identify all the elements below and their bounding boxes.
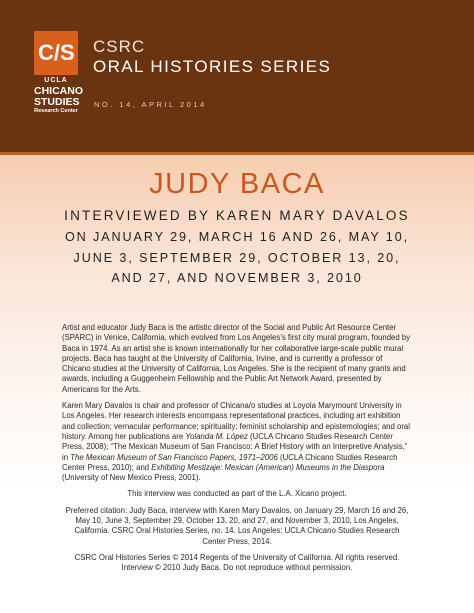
cs-logo-glyph bbox=[34, 31, 78, 75]
publication-title-3: Exhibiting Mestizaje: Mexican (American) Museums in the Diaspora bbox=[151, 462, 385, 472]
series-title: ORAL HISTORIES SERIES bbox=[93, 57, 332, 76]
issue-line: NO. 14, APRIL 2014 bbox=[94, 100, 207, 109]
preferred-citation: Preferred citation: Judy Baca, interview with Karen Mary Davalos, on January 29, March 16 and 26, May 10, June 3, September 29, October 13, 20, and 27, and November 3, 2010, Los Angeles, California. CSRC Oral Histories Series, no. 14. Los Angeles: UCLA Chicano Studies Research Center Press, 2014. bbox=[65, 505, 409, 546]
csrc-logo bbox=[34, 31, 83, 141]
series-abbreviation: CSRC bbox=[93, 37, 146, 56]
interviewer-bio-part-3: (UCLA Chicano Studies Research Center Press, 2010); and bbox=[62, 452, 398, 472]
interviewer-bio-part-4: (University of New Mexico Press, 2001). bbox=[62, 473, 201, 483]
interviewer-bio bbox=[62, 401, 412, 483]
dates-line-3: AND 27, AND NOVEMBER 3, 2010 bbox=[111, 271, 363, 285]
logo-line-studies: STUDIES bbox=[34, 95, 80, 108]
project-note: This interview was conducted as part of the L.A. Xicano project. bbox=[127, 489, 347, 499]
logo-line-chicano: CHICANO bbox=[34, 85, 83, 97]
interview-dates bbox=[60, 227, 414, 289]
logo-mark-text: C/S bbox=[38, 40, 75, 65]
interviewer-line: INTERVIEWED BY KAREN MARY DAVALOS bbox=[64, 208, 410, 223]
logo-ucla: UCLA bbox=[44, 77, 68, 84]
body-text bbox=[62, 323, 412, 580]
interviewer-bio-part-1: Karen Mary Davalos is chair and professor of Chicana/o studies at Loyola Marymount University in Los Angeles. Her research interests encompass representational practices, including art exhibition and collection; vernacular performance; spirituality; feminist scholarship and epistemologies; and oral history. Among her publications are bbox=[62, 401, 411, 441]
narrator-name: JUDY BACA bbox=[149, 168, 325, 200]
logo-wordmark bbox=[34, 77, 83, 115]
logo-line-research-center: Research Center bbox=[34, 108, 78, 114]
interviewer-bio-part-2: (UCLA Chicano Studies Research Center Press, 2008); “The Mexican Museum of San Francisco: A Brief History with an Interpretive Analysis,” in bbox=[62, 431, 408, 462]
narrator-bio: Artist and educator Judy Baca is the artistic director of the Social and Public Art Resource Center (SPARC) in Venice, California, which evolved from Los Angeles’s first city mural program, founded by Baca in 1974. As an artist she is known internationally for her collaborative large-scale public mural projects. Baca has taught at the University of California, Irvine, and is currently a professor of Chicano studies at the University of California, Los Angeles. She is the recipient of many grants and awards, including a Guggenheim Fellowship and the Public Art Network Award, presented by Americans for the Arts. bbox=[62, 323, 411, 394]
header-band bbox=[0, 0, 474, 155]
dates-line-2: JUNE 3, SEPTEMBER 29, OCTOBER 13, 20, bbox=[73, 250, 401, 265]
copyright-notice: CSRC Oral Histories Series © 2014 Regents of the University of California. All rights reserved. Interview © 2010 Judy Baca. Do not reproduce without permission. bbox=[74, 552, 400, 573]
publication-title-1: Yolanda M. López bbox=[185, 431, 248, 441]
dates-line-1: ON JANUARY 29, MARCH 16 AND 26, MAY 10, bbox=[64, 230, 410, 244]
publication-title-2: The Mexican Museum of San Francisco Papers, 1971–2006 bbox=[70, 452, 278, 462]
cs-logo-mark bbox=[34, 31, 78, 75]
